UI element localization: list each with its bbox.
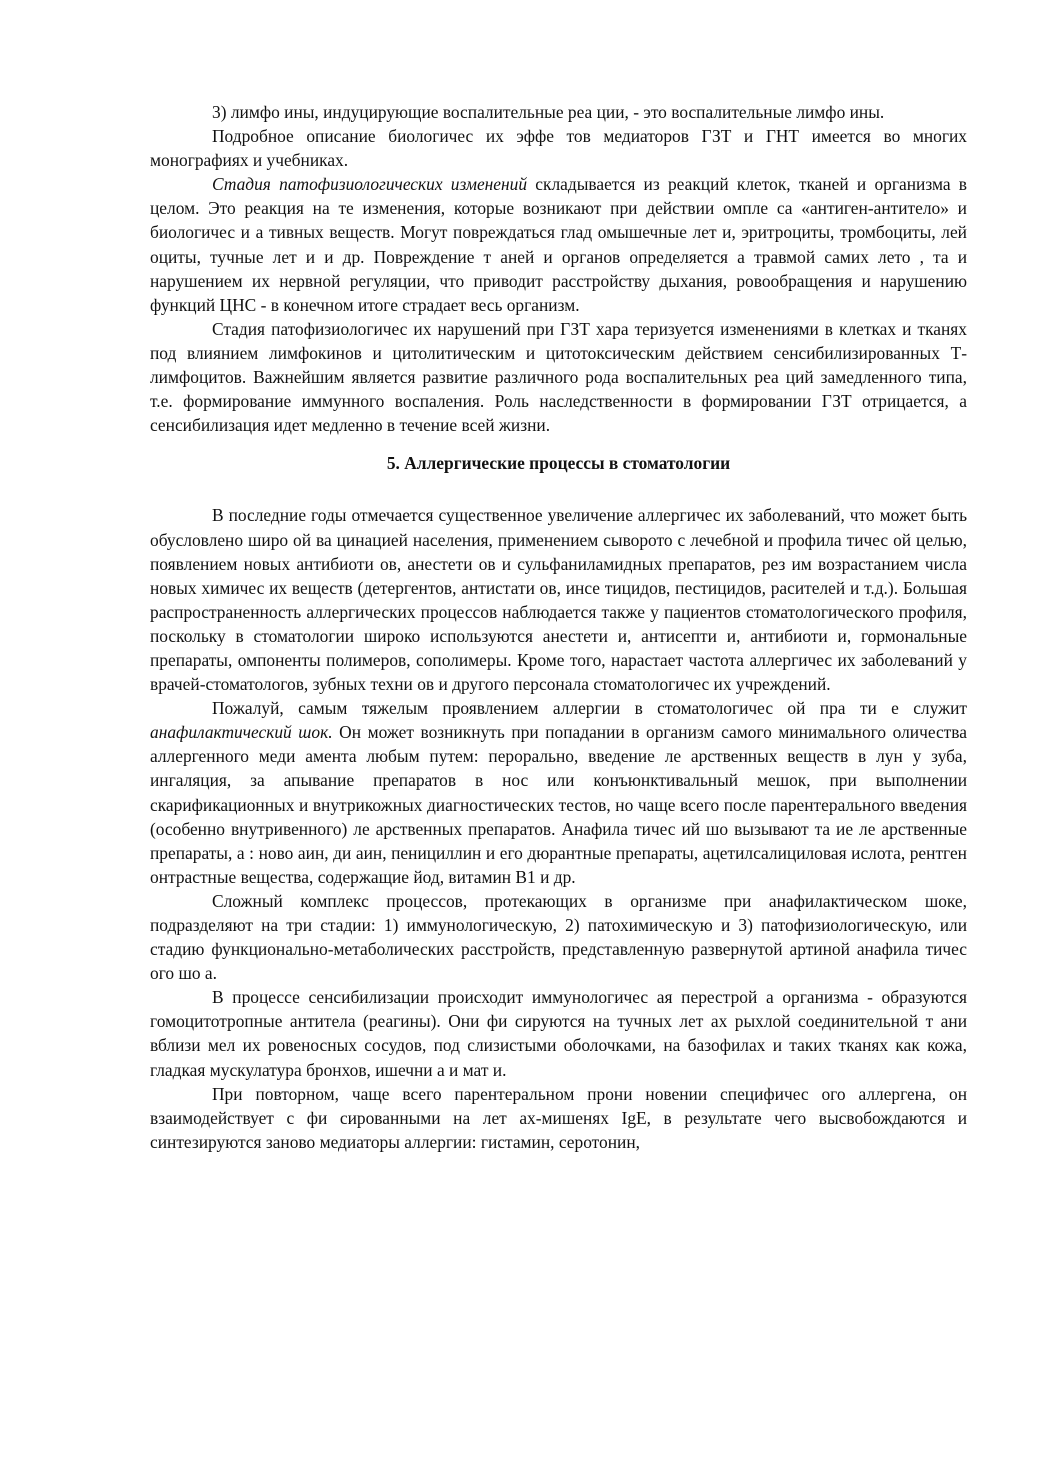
section-heading: 5. Аллергические процессы в стоматологии (386, 453, 731, 474)
paragraph-sensitization: В процессе сенсибилизации происходит иммунологичес ая перестрой а организма - образуются гомоцитотропные антитела (реагины). Они фи сируются на тучных лет ах рыхлой соединительной т ани вблизи мел их ровеносных сосудов, под слизистыми оболочками, на базофилах и таких тканях как кожа, гладкая мускулатура бронхов, ишечни а и мат и. (150, 987, 967, 1080)
paragraph-repeated-exposure: При повторном, чаще всего парентеральном прони новении специфичес ого аллергена, он взаимодействует с фи сированными на лет ах-мишенях IgE, в результате чего высвобождаются и синтезируются заново медиаторы аллергии: гистамин, серотонин, (150, 1083, 967, 1152)
spacer (150, 437, 967, 451)
paragraph-shock-stages: Сложный комплекс процессов, протекающих в организме при анафилактическом шоке, подразделяют на три стадии: 1) иммунологическую, 2) патохимическую и 3) патофизиологическую, или стадию функционально-метаболических расстройств, представленную развернутой артиной анафила тичес ого шо а. (150, 890, 967, 984)
paragraph-anaphylactic-shock (150, 696, 967, 889)
term-pathophysiological-stage: Стадия патофизиологических изменений (212, 174, 528, 195)
paragraph-lymphokines: 3) лимфо ины, индуцирующие воспалительные реа ции, - это воспалительные лимфо ины. (212, 102, 885, 122)
paragraph-pathophysiological-stage (150, 172, 967, 317)
spacer (150, 475, 967, 503)
paragraph-gzt-stage: Стадия патофизиологичес их нарушений при ГЗТ хара теризуется изменениями в клетках и тканях под влиянием лимфокинов и цитолитическим и цитотоксическим действием сенсибилизированных Т-лимфоцитов. Важнейшим является развитие различного рода воспалительных реа ций замедленного типа, т.е. формирование иммунного воспаления. Роль наследственности в формировании ГЗТ отрицается, а сенсибилизация идет медленно в течение всей жизни. (150, 318, 967, 436)
paragraph-mediators-description: Подробное описание биологичес их эффе тов медиаторов ГЗТ и ГНТ имеется во многих монографиях и учебниках. (150, 126, 967, 171)
paragraph-allergic-diseases: В последние годы отмечается существенное увеличение аллергичес их заболеваний, что может быть обусловлено широ ой ва цинацией населения, применением сыворото с лечебной и профила тичес ой целью, появлением новых антибиоти ов, анестети ов и сульфаниламидных препаратов, рез им возрастанием числа новых химичес их веществ (детергентов, антистати ов, инсе тицидов, пестицидов, расителей и т.д.). Большая распространенность аллергических процессов наблюдается также у пациентов стоматологического профиля, поскольку в стоматологии широко используются анестети и, антисепти и, антибиоти и, гормональные препараты, омпоненты полимеров, сополимеры. Кроме того, нарастает частота аллергичес их заболеваний у врачей-стоматологов, зубных техни ов и другого персонала стоматологичес их учреждений. (150, 505, 967, 695)
paragraph-anaphylactic-shock-text: Он может возникнуть при попадании в организм самого минимального оличества аллергенного меди амента любым путем: перорально, введение ле арственных веществ в лун у зуба, ингаляция, за апывание препаратов в нос или конъюнктивальный мешок, при выполнении скарификационных и внутрикожных диагностических тестов, но чаще всего после парентерального введения (особенно внутривенного) ле арственных препаратов. Анафила тичес ий шо вызывают та ие ле арственные препараты, а : ново аин, ди аин, пенициллин и его дюрантные препараты, ацетилсалициловая ислота, рентген онтрастные вещества, содержащие йод, витамин В1 и др. (150, 722, 967, 887)
paragraph-pathophysiological-stage-text: складывается из реакций клеток, тканей и организма в целом. Это реакция на те изменения, которые возникают при действии омпле са «антиген-антитело» и биологичес и а тивных веществ. Могут повреждаться глад омышечные лет и, эритроциты, тромбоциты, лей оциты, тучные лет и и др. Повреждение т аней и органов определяется а травмой самих лето , та и нарушением их нервной регуляции, что приводит расстройству дыхания, ровообращения и нарушению функций ЦНС - в конечном итоге страдает весь организм. (150, 174, 968, 315)
paragraph-anaphylactic-shock-intro: Пожалуй, самым тяжелым проявлением аллергии в стоматологичес ой пра ти е служит (212, 698, 967, 719)
term-anaphylactic-shock: анафилактический шок. (150, 722, 333, 743)
